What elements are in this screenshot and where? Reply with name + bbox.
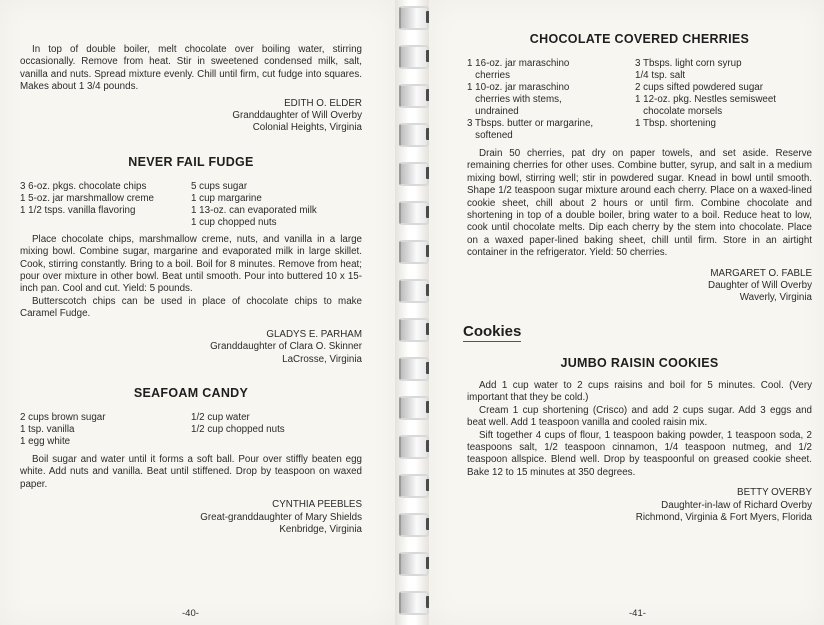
credit-betty-overby [467,487,812,524]
binding-ring [399,357,429,381]
ingredient-item: 3 6-oz. pkgs. chocolate chips [20,180,147,192]
ingredient-item: 1/4 tsp. salt [635,70,686,81]
binding-ring [399,162,429,186]
cherries-directions: Drain 50 cherries, pat dry on paper towels, and set aside. Reserve remaining cherries for other uses. Combine butter, syrup, and salt in a medium mixing bowl, stirring well; stir in powdered sugar. Knead in bowl until smooth. Shape 1/2 teaspoon sugar mixture around each cherry. Place on a waxed-lined cookie sheet, chill about 2 hours or until firm. Combine chocolate and shortening in top of a double boiler, bring water to a boil. Reduce heat to low, cook until chocolate melts. Dip each cherry by the stem into chocolate. Place on a waxed paper-lined baking sheet, chill until firm. Store in an airtight container in the refrigerator. Yield: 50 cherries. [467,148,812,259]
credit-relation: Granddaughter of Clara O. Skinner [210,341,362,353]
recipe-title-seafoam-candy: SEAFOAM CANDY [133,385,249,400]
ingredient-item: 1/2 cup chopped nuts [191,423,285,435]
cherries-ingredients [467,58,812,142]
raisin-step-3: Sift together 4 cups of flour, 1 teaspoon baking powder, 1 teaspoon soda, 2 teaspoons salt, 1/2 teaspoon cinnamon, 1/4 teaspoon nutmeg, and 1/2 teaspoon allspice. Blend well. Drop by teaspoonful on greased cookie sheet. Bake 12 to 15 minutes at 350 degrees. [467,429,812,478]
raisin-step-2: Cream 1 cup shortening (Crisco) and add 2 cups sugar. Add 3 eggs and beat well. Add 1 teaspoon vanilla and cooled raisin mix. [467,404,812,429]
page-number-right: -41- [629,608,646,619]
left-page [0,0,395,625]
ingredient-item: 1/2 cup water [191,411,250,423]
ingredient-item: 1 tsp. vanilla [20,423,75,435]
binding-ring [399,318,429,342]
ingredient-item: 1 16-oz. jar maraschino [467,58,570,69]
binding-ring [399,45,429,69]
fudge-directions: Place chocolate chips, marshmallow creme, nuts, and vanilla in a large mixing bowl. Combine sugar, margarine and evaporated milk in large skillet. Cook, stirring constantly. Bring to a boil. Boil for 8 minutes. Remove from heat; pour over mixture in other bowl. Beat until smooth. Pour into buttered 10 x 15-inch pan. Cool and cut. Yield: 5 pounds. [20,233,362,295]
ingredient-item: 1 cup chopped nuts [191,216,277,228]
binding-ring [399,435,429,459]
credit-relation: Great-granddaughter of Mary Shields [200,511,362,523]
fudge-intro-text: In top of double boiler, melt chocolate over boiling water, stirring occasionally. Remove from heat. Stir in sweetened condensed milk, salt, vanilla and nuts. Spread mixture evenly. Chill until firm, cut fudge into squares. Makes about 1 3/4 pounds. [20,44,362,93]
binding-ring [399,123,429,147]
credit-name: EDITH O. ELDER [284,97,362,109]
ingredient-item: softened [467,130,513,141]
recipe-title-chocolate-covered-cherries: CHOCOLATE COVERED CHERRIES [529,32,750,46]
ingredient-item: undrained [467,106,519,117]
ingredient-item: 1 1/2 tsps. vanilla flavoring [20,204,136,216]
credit-relation: Daughter-in-law of Richard Overby [661,499,812,511]
credit-margaret-fable [467,268,812,305]
ingredient-item: 1 egg white [20,435,71,447]
raisin-step-1: Add 1 cup water to 2 cups raisins and boil for 5 minutes. Cool. (Very important that they be cold.) [467,379,812,404]
right-page [429,0,824,625]
ingredient-item: cherries with stems, [467,94,562,105]
recipe-title-jumbo-raisin-cookies: JUMBO RAISIN COOKIES [560,355,719,370]
ingredient-item: 3 Tbsps. butter or margarine, [467,118,594,129]
seafoam-directions: Boil sugar and water until it forms a soft ball. Pour over stiffly beaten egg white. Add nuts and vanilla. Beat until stiffened. Drop by teaspoon on waxed paper. [20,453,362,490]
fudge-note: Butterscotch chips can be used in place of chocolate chips to make Caramel Fudge. [20,295,362,320]
credit-name: CYNTHIA PEEBLES [272,499,362,511]
ingredient-item: 1 10-oz. jar maraschino [467,82,570,93]
ingredient-item: 5 cups sugar [191,180,248,192]
credit-name: GLADYS E. PARHAM [266,328,362,340]
ingredient-item: 3 Tbsps. light corn syrup [635,58,742,69]
ingredient-item: 1 13-oz. can evaporated milk [191,204,317,216]
credit-location: Richmond, Virginia & Fort Myers, Florida [635,511,812,523]
spiral-binding [395,0,429,625]
ingredient-item: chocolate morsels [635,106,723,117]
credit-location: Waverly, Virginia [739,292,812,304]
ingredient-item: 1 12-oz. pkg. Nestles semisweet [635,94,777,105]
recipe-title-never-fail-fudge: NEVER FAIL FUDGE [128,154,254,169]
binding-ring [399,396,429,420]
ingredient-item: 1 cup margarine [191,192,262,204]
binding-ring [399,474,429,498]
binding-ring [399,201,429,225]
section-heading-cookies: Cookies [463,322,522,340]
fudge-ingredients [20,181,362,229]
credit-cynthia-peebles [20,499,362,536]
page-number-left: -40- [182,608,199,619]
credit-name: BETTY OVERBY [737,487,812,499]
credit-gladys-parham [20,329,362,366]
credit-edith-elder [20,98,362,135]
credit-location: LaCrosse, Virginia [282,353,362,365]
credit-relation: Granddaughter of Will Overby [232,110,362,122]
binding-ring [399,6,429,30]
ingredient-item: 2 cups brown sugar [20,411,106,423]
credit-relation: Daughter of Will Overby [708,280,812,292]
ingredient-item: 1 Tbsp. shortening [635,118,716,129]
binding-ring [399,240,429,264]
binding-ring [399,591,429,615]
ingredient-item: 2 cups sifted powdered sugar [635,82,763,93]
ingredient-item: 1 5-oz. jar marshmallow creme [20,192,154,204]
credit-location: Kenbridge, Virginia [279,523,362,535]
credit-name: MARGARET O. FABLE [710,267,812,279]
seafoam-ingredients [20,412,362,448]
binding-ring [399,84,429,108]
binding-ring [399,552,429,576]
binding-ring [399,279,429,303]
binding-ring [399,513,429,537]
credit-location: Colonial Heights, Virginia [252,122,362,134]
ingredient-item: cherries [467,70,511,81]
